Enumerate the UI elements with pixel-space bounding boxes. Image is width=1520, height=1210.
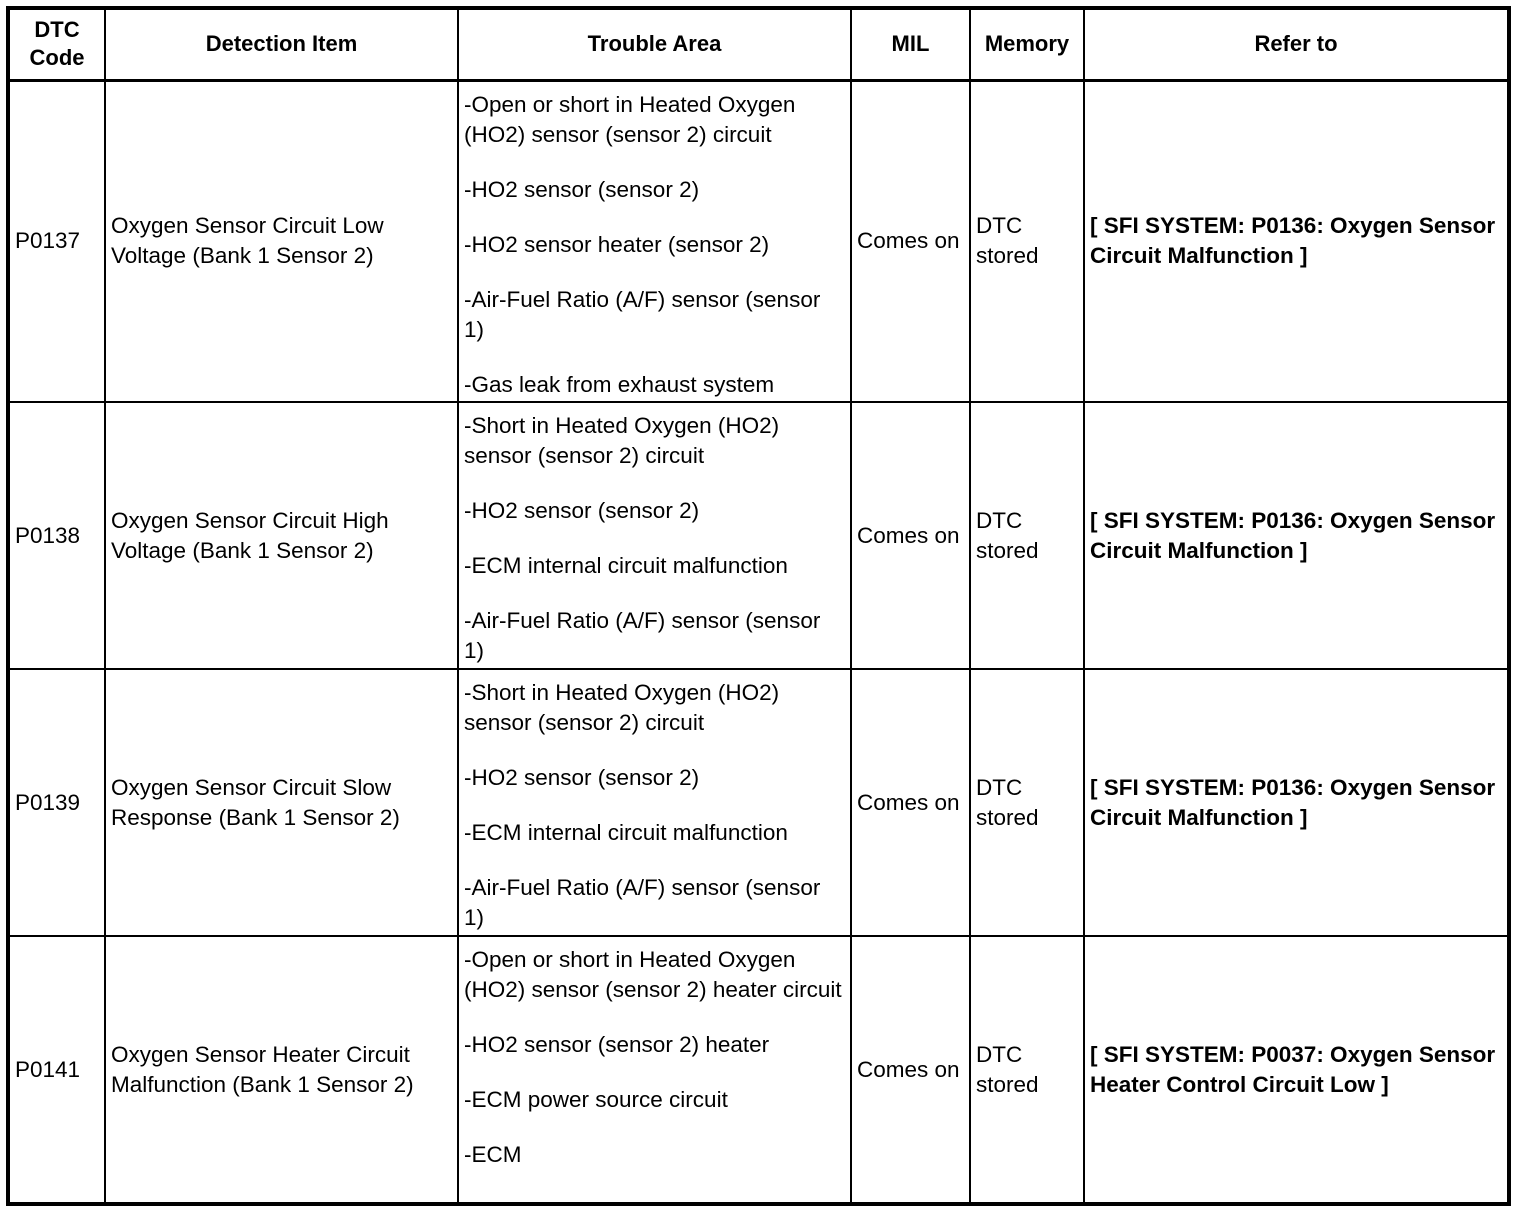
dtc-code-cell: P0137 — [8, 80, 105, 402]
table-row — [8, 936, 1509, 1204]
detection-item-cell: Oxygen Sensor Heater Circuit Malfunction (Bank 1 Sensor 2) — [105, 936, 458, 1204]
trouble-item: -HO2 sensor (sensor 2) — [464, 498, 700, 523]
trouble-area-cell — [458, 402, 851, 669]
trouble-item: -Air-Fuel Ratio (A/F) sensor (sensor 1) — [464, 875, 821, 930]
trouble-item: -Air-Fuel Ratio (A/F) sensor (sensor 1) — [464, 286, 821, 342]
header-dtc-code: DTC Code — [8, 8, 105, 80]
dtc-table — [6, 6, 1511, 1206]
mil-cell: Comes on — [851, 936, 970, 1204]
detection-item-cell: Oxygen Sensor Circuit Slow Response (Bank 1 Sensor 2) — [105, 669, 458, 936]
table-row — [8, 402, 1509, 669]
mil-cell: Comes on — [851, 669, 970, 936]
header-memory: Memory — [970, 8, 1084, 80]
header-trouble-area: Trouble Area — [458, 8, 851, 80]
trouble-area-cell — [458, 936, 851, 1204]
trouble-item: -HO2 sensor heater (sensor 2) — [464, 231, 770, 257]
trouble-item: -Open or short in Heated Oxygen (HO2) sensor (sensor 2) heater circuit — [464, 947, 842, 1002]
detection-item-cell: Oxygen Sensor Circuit Low Voltage (Bank 1 Sensor 2) — [105, 80, 458, 402]
trouble-item: -Short in Heated Oxygen (HO2) sensor (sensor 2) circuit — [464, 413, 780, 468]
memory-cell: DTC stored — [970, 80, 1084, 402]
trouble-item: -HO2 sensor (sensor 2) — [464, 765, 700, 790]
header-mil: MIL — [851, 8, 970, 80]
refer-to-link[interactable]: [ SFI SYSTEM: P0136: Oxygen Sensor Circuit Malfunction ] — [1084, 669, 1509, 936]
trouble-item: -Air-Fuel Ratio (A/F) sensor (sensor 1) — [464, 608, 821, 663]
dtc-code-cell: P0141 — [8, 936, 105, 1204]
trouble-item: -ECM — [464, 1142, 522, 1167]
refer-to-link[interactable]: [ SFI SYSTEM: P0136: Oxygen Sensor Circuit Malfunction ] — [1084, 80, 1509, 402]
refer-to-link[interactable]: [ SFI SYSTEM: P0037: Oxygen Sensor Heater Control Circuit Low ] — [1084, 936, 1509, 1204]
refer-to-link[interactable]: [ SFI SYSTEM: P0136: Oxygen Sensor Circuit Malfunction ] — [1084, 402, 1509, 669]
trouble-area-cell — [458, 80, 851, 402]
memory-cell: DTC stored — [970, 669, 1084, 936]
trouble-item: -HO2 sensor (sensor 2) heater — [464, 1032, 770, 1057]
table-row — [8, 669, 1509, 936]
trouble-item: -Open or short in Heated Oxygen (HO2) sensor (sensor 2) circuit — [464, 91, 796, 147]
trouble-area-cell — [458, 669, 851, 936]
dtc-code-cell: P0138 — [8, 402, 105, 669]
detection-item-cell: Oxygen Sensor Circuit High Voltage (Bank 1 Sensor 2) — [105, 402, 458, 669]
header-refer-to: Refer to — [1084, 8, 1509, 80]
dtc-code-cell: P0139 — [8, 669, 105, 936]
trouble-item: -ECM internal circuit malfunction — [464, 820, 788, 845]
memory-cell: DTC stored — [970, 936, 1084, 1204]
memory-cell: DTC stored — [970, 402, 1084, 669]
table-row — [8, 80, 1509, 402]
trouble-item: -ECM internal circuit malfunction — [464, 553, 788, 578]
mil-cell: Comes on — [851, 80, 970, 402]
header-detection-item: Detection Item — [105, 8, 458, 80]
trouble-item: -HO2 sensor (sensor 2) — [464, 176, 700, 202]
trouble-item: -Gas leak from exhaust system — [464, 371, 775, 397]
trouble-item: -Short in Heated Oxygen (HO2) sensor (sensor 2) circuit — [464, 680, 780, 735]
header-row — [8, 8, 1509, 80]
trouble-item: -ECM power source circuit — [464, 1087, 728, 1112]
mil-cell: Comes on — [851, 402, 970, 669]
